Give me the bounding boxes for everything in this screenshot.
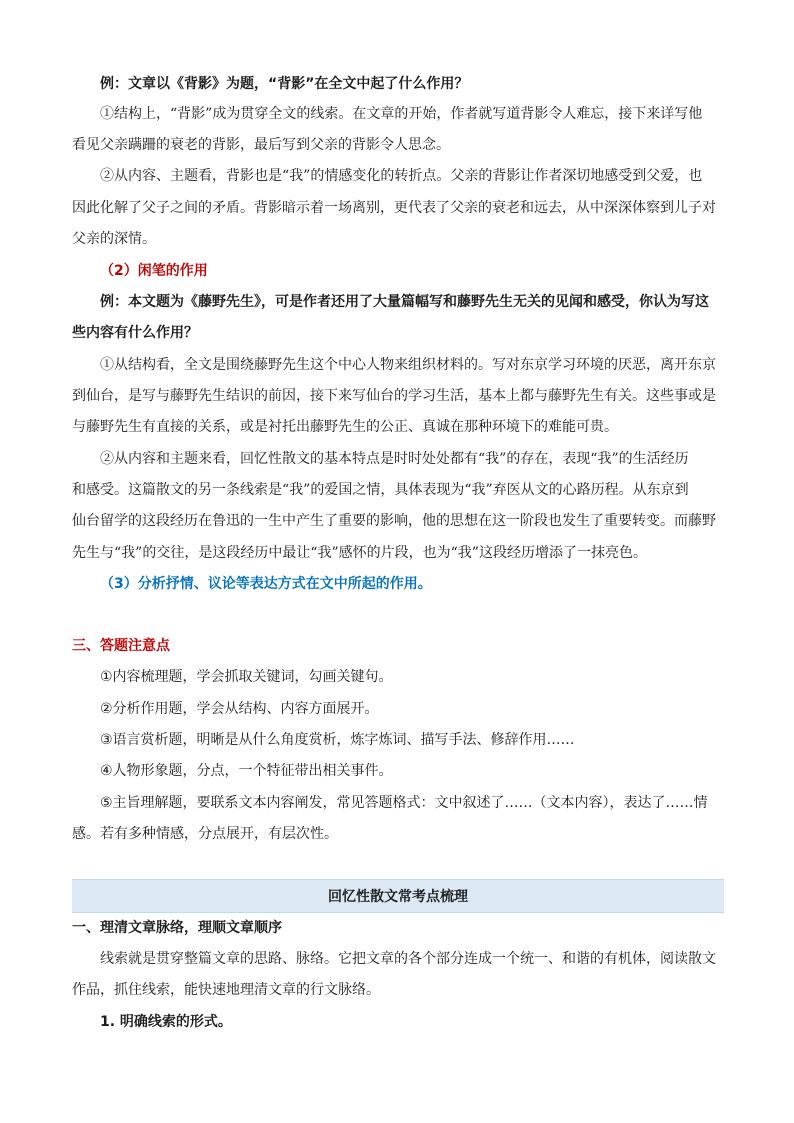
notes-heading: 三、答题注意点 xyxy=(72,638,170,654)
example2-answer2-line1: ②从内容和主题来看，回忆性散文的基本特点是时时处处都有“我”的存在，表现“我”的生活经历 xyxy=(100,451,689,467)
example1-answer1-line1: ①结构上，“背影”成为贯穿全文的线索。在文章的开始，作者就写道背影令人难忘，接下来详写他 xyxy=(100,106,703,122)
part1-paragraph-line2: 作品，抓住线索，能快速地理清文章的行文脉络。 xyxy=(72,982,380,998)
part1-heading: 一、理清文章脉络，理顺文章顺序 xyxy=(72,920,282,936)
example2-answer2-line3: 仙台留学的这段经历在鲁迅的一生中产生了重要的影响，他的思想在这一阶段也发生了重要转变。而藤野 xyxy=(72,513,716,529)
notes-item-3: ③语言赏析题，明晰是从什么角度赏析，炼字炼词、描写手法、修辞作用…… xyxy=(100,732,575,748)
section2-heading: （2）闲笔的作用 xyxy=(100,263,208,279)
part1-subheading: 1. 明确线索的形式。 xyxy=(100,1014,232,1030)
example1-answer2-line3: 父亲的深情。 xyxy=(72,231,156,247)
notes-item-5-line2: 感。若有多种情感，分点展开，有层次性。 xyxy=(72,826,338,842)
part1-paragraph-line1: 线索就是贯穿整篇文章的思路、脉络。它把文章的各个部分连成一个统一、和谐的有机体，阅读散文 xyxy=(100,951,716,967)
section-banner xyxy=(72,879,724,913)
example2-question-line2: 些内容有什么作用？ xyxy=(72,325,198,341)
example2-answer1-line2: 到仙台，是写与藤野先生结识的前因，接下来写仙台的学习生活，基本上都与藤野先生有关。这些事或是 xyxy=(72,388,716,404)
notes-item-4: ④人物形象题，分点，一个特征带出相关事件。 xyxy=(100,763,393,779)
example2-answer1-line1: ①从结构看，全文是围绕藤野先生这个中心人物来组织材料的。写对东京学习环境的厌恶，离开东京 xyxy=(100,357,716,373)
example2-answer1-line3: 与藤野先生有直接的关系，或是衬托出藤野先生的公正、真诚在那种环境下的难能可贵。 xyxy=(72,419,618,435)
example2-question-line1: 例：本文题为《藤野先生》，可是作者还用了大量篇幅写和藤野先生无关的见闻和感受，你认为写这 xyxy=(100,294,709,310)
example1-answer2-line1: ②从内容、主题看，背影也是“我”的情感变化的转折点。父亲的背影让作者深切地感受到父爱，也 xyxy=(100,168,703,184)
example2-answer2-line2: 和感受。这篇散文的另一条线索是“我”的爱国之情，具体表现为“我”弃医从文的心路历程。从东京到 xyxy=(72,482,689,498)
section3-heading: （3）分析抒情、议论等表达方式在文中所起的作用。 xyxy=(100,576,432,592)
notes-item-2: ②分析作用题，学会从结构、内容方面展开。 xyxy=(100,701,379,717)
example1-answer2-line2: 因此化解了父子之间的矛盾。背影暗示着一场离别，更代表了父亲的衰老和远去，从中深深体察到儿子对 xyxy=(72,200,716,216)
example1-answer1-line2: 看见父亲蹒跚的衰老的背影，最后写到父亲的背影令人思念。 xyxy=(72,137,450,153)
notes-item-5-line1: ⑤主旨理解题，要联系文本内容阐发，常见答题格式：文中叙述了……（文本内容），表达了……情 xyxy=(100,795,708,811)
example2-answer2-line4: 先生与“我”的交往，是这段经历中最让“我”感怀的片段，也为“我”这段经历增添了一抹亮色。 xyxy=(72,545,647,561)
notes-item-1: ①内容梳理题，学会抓取关键词，勾画关键句。 xyxy=(100,669,393,685)
example1-question: 例：文章以《背影》为题，“背影”在全文中起了什么作用？ xyxy=(100,76,469,92)
banner-title: 回忆性散文常考点梳理 xyxy=(328,889,468,905)
